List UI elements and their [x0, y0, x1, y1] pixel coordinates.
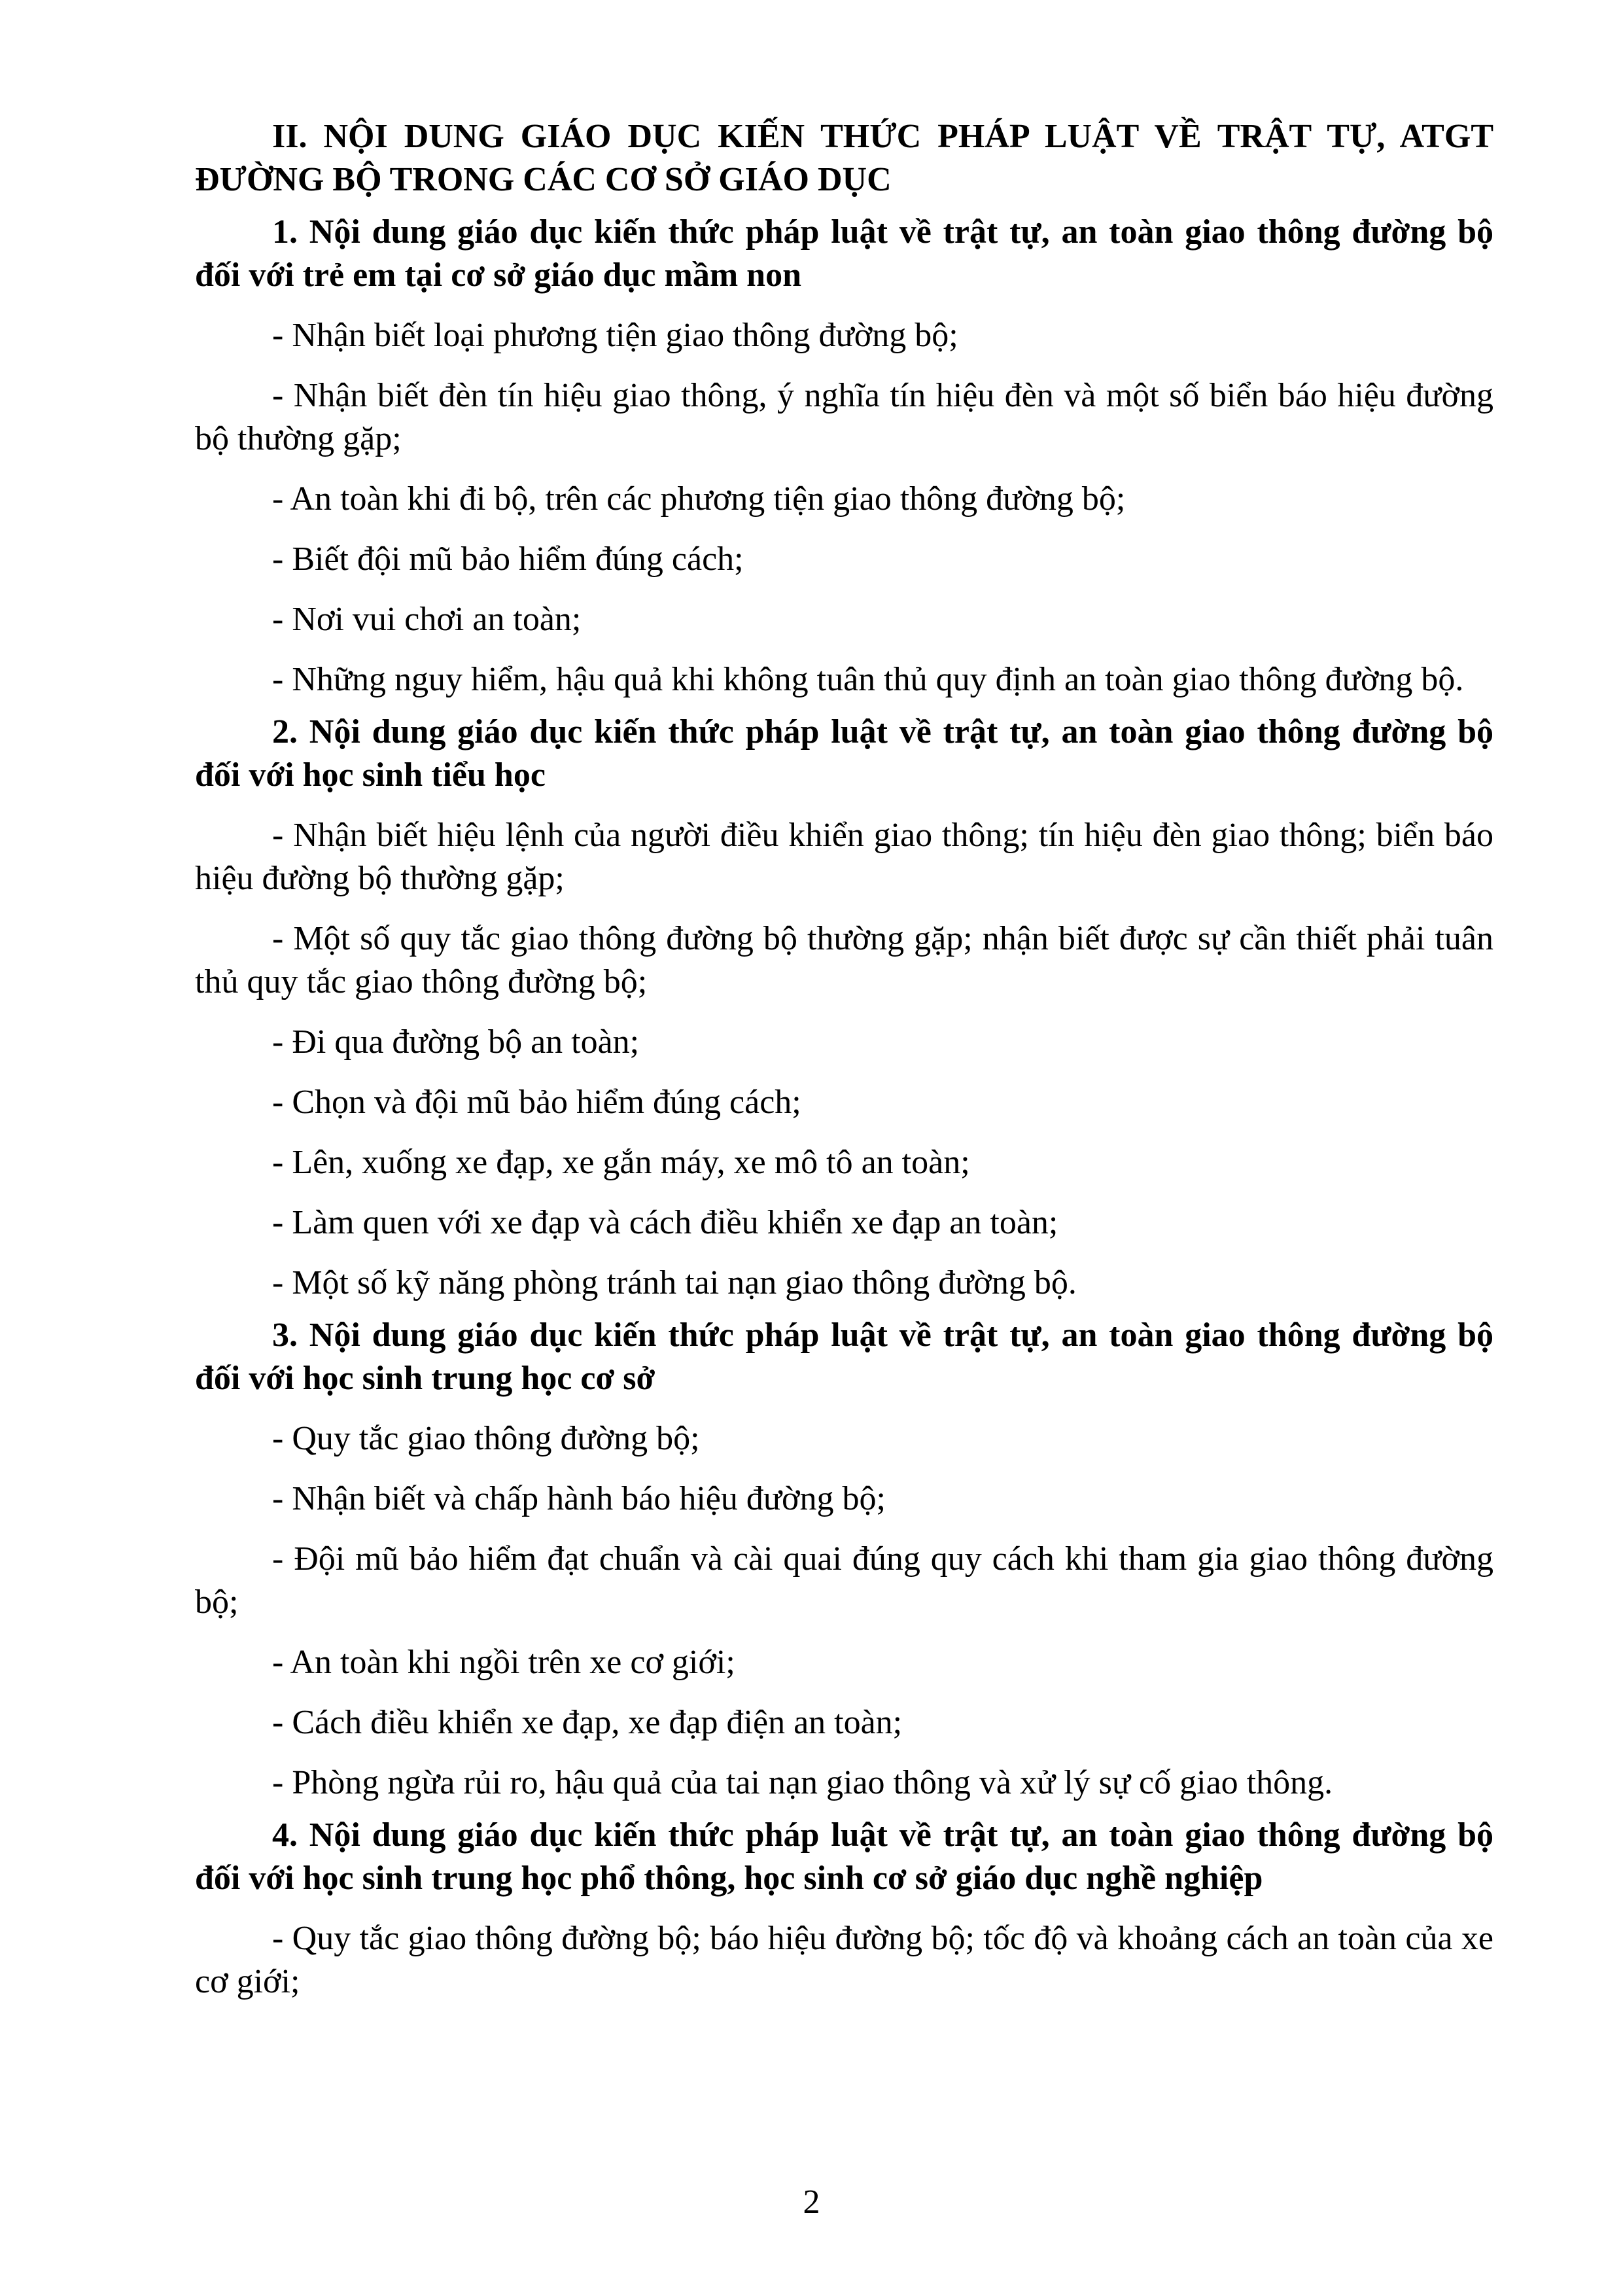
- list-item: - An toàn khi ngồi trên xe cơ giới;: [272, 1644, 735, 1681]
- page-number: 2: [803, 2183, 820, 2221]
- list-item: - Những nguy hiểm, hậu quả khi không tuân thủ quy định an toàn giao thông đường bộ.: [272, 661, 1464, 698]
- section-title: II. NỘI DUNG GIÁO DỤC KIẾN THỨC PHÁP LUẬT VỀ TRẬT TỰ, ATGT ĐƯỜNG BỘ TRONG CÁC CƠ SỞ GIÁO DỤC: [195, 118, 1493, 198]
- list-item: - Nhận biết và chấp hành báo hiệu đường bộ;: [272, 1480, 886, 1517]
- subsection-heading: 2. Nội dung giáo dục kiến thức pháp luật về trật tự, an toàn giao thông đường bộ đối với học sinh tiểu học: [195, 713, 1493, 794]
- list-item: - Lên, xuống xe đạp, xe gắn máy, xe mô tô an toàn;: [272, 1144, 970, 1181]
- list-item: - An toàn khi đi bộ, trên các phương tiện giao thông đường bộ;: [272, 480, 1126, 518]
- list-item: - Quy tắc giao thông đường bộ; báo hiệu đường bộ; tốc độ và khoảng cách an toàn của xe cơ giới;: [195, 1920, 1493, 2000]
- list-item: - Cách điều khiển xe đạp, xe đạp điện an toàn;: [272, 1704, 903, 1741]
- list-item: - Đi qua đường bộ an toàn;: [272, 1023, 640, 1061]
- list-item: - Một số quy tắc giao thông đường bộ thường gặp; nhận biết được sự cần thiết phải tuân thủ quy tắc giao thông đường bộ;: [195, 920, 1493, 1000]
- list-item: - Quy tắc giao thông đường bộ;: [272, 1420, 700, 1457]
- list-item: - Đội mũ bảo hiểm đạt chuẩn và cài quai đúng quy cách khi tham gia giao thông đường bộ;: [195, 1540, 1493, 1621]
- list-item: - Nhận biết đèn tín hiệu giao thông, ý nghĩa tín hiệu đèn và một số biển báo hiệu đường bộ thường gặp;: [195, 377, 1493, 457]
- list-item: - Biết đội mũ bảo hiểm đúng cách;: [272, 540, 744, 578]
- page-content: [195, 115, 1493, 2004]
- list-item: - Làm quen với xe đạp và cách điều khiển xe đạp an toàn;: [272, 1204, 1058, 1241]
- subsection-heading: 3. Nội dung giáo dục kiến thức pháp luật về trật tự, an toàn giao thông đường bộ đối với học sinh trung học cơ sở: [195, 1316, 1493, 1397]
- subsection-heading: 1. Nội dung giáo dục kiến thức pháp luật về trật tự, an toàn giao thông đường bộ đối với trẻ em tại cơ sở giáo dục mầm non: [195, 213, 1493, 294]
- list-item: - Nhận biết loại phương tiện giao thông đường bộ;: [272, 317, 958, 354]
- list-item: - Một số kỹ năng phòng tránh tai nạn giao thông đường bộ.: [272, 1264, 1077, 1301]
- list-item: - Phòng ngừa rủi ro, hậu quả của tai nạn giao thông và xử lý sự cố giao thông.: [272, 1764, 1333, 1801]
- list-item: - Chọn và đội mũ bảo hiểm đúng cách;: [272, 1084, 801, 1121]
- list-item: - Nơi vui chơi an toàn;: [272, 601, 582, 638]
- subsection-heading: 4. Nội dung giáo dục kiến thức pháp luật về trật tự, an toàn giao thông đường bộ đối với học sinh trung học phổ thông, học sinh cơ sở giáo dục nghề nghiệp: [195, 1816, 1493, 1897]
- list-item: - Nhận biết hiệu lệnh của người điều khiển giao thông; tín hiệu đèn giao thông; biển báo hiệu đường bộ thường gặp;: [195, 817, 1493, 897]
